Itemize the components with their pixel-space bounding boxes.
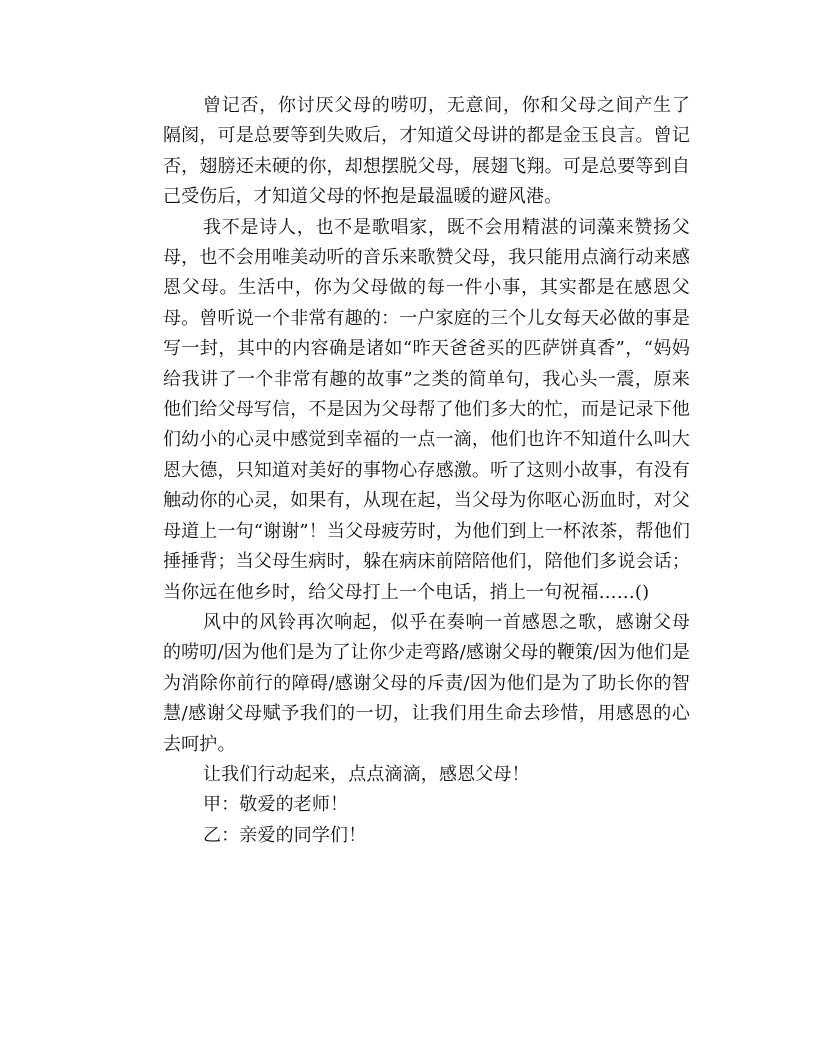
closing-line-call-to-action: 让我们行动起来，点点滴滴，感恩父母！ (203, 763, 530, 785)
closing-line-speaker-a: 甲：敬爱的老师！ (203, 794, 349, 816)
paragraph-memory: 曾记否，你讨厌父母的唠叨，无意间，你和父母之间产生了隔阂，可是总要等到失败后，才知道父母讲的都是金玉良言。曾记否，翅膀还未硬的你，却想摆脱父母，展翅飞翔。可是总要等到自己受伤后，才知道父母的怀抱是最温暖的避风港。 (163, 95, 690, 208)
closing-line-speaker-b: 乙：亲爱的同学们！ (203, 824, 367, 846)
paragraph-wind-chime: 风中的风铃再次响起，似乎在奏响一首感恩之歌，感谢父母的唠叨/因为他们是为了让你少走弯路/感谢父母的鞭策/因为他们是为消除你前行的障碍/感谢父母的斥责/因为他们是为了助长你的智慧/感谢父母赋予我们的一切，让我们用生命去珍惜，用感恩的心去呵护。 (163, 611, 690, 755)
document-body (163, 91, 690, 851)
paragraph-gratitude-actions: 我不是诗人，也不是歌唱家，既不会用精湛的词藻来赞扬父母，也不会用唯美动听的音乐来歌赞父母，我只能用点滴行动来感恩父母。生活中，你为父母做的每一件小事，其实都是在感恩父母。曾听说一个非常有趣的：一户家庭的三个儿女每天必做的事是写一封，其中的内容确是诸如“昨天爸爸买的匹萨饼真香”，“妈妈给我讲了一个非常有趣的故事”之类的简单句，我心头一震，原来他们给父母写信，不是因为父母帮了他们多大的忙，而是记录下他们幼小的心灵中感觉到幸福的一点一滴，他们也许不知道什么叫大恩大德，只知道对美好的事物心存感激。听了这则小故事，有没有触动你的心灵，如果有，从现在起，当父母为你呕心沥血时，对父母道上一句“谢谢”！当父母疲劳时，为他们到上一杯浓茶，帮他们捶捶背；当父母生病时，躲在病床前陪陪他们，陪他们多说会话；当你远在他乡时，给父母打上一个电话，捎上一句祝福……() (163, 216, 690, 603)
